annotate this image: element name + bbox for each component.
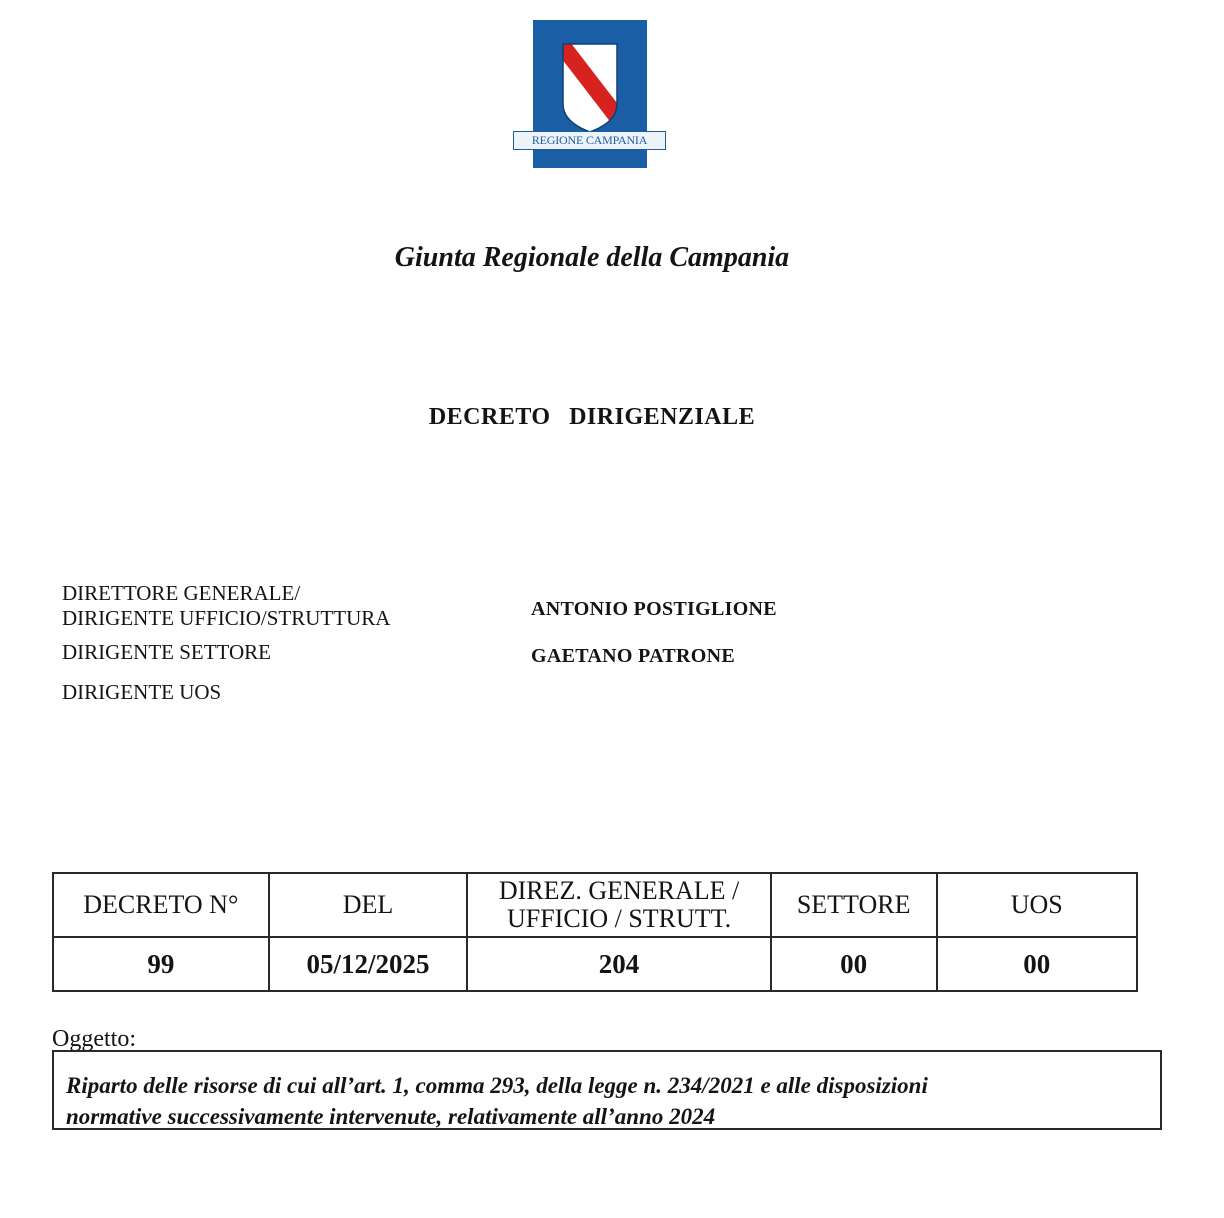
header-direzione-line2: UFFICIO / STRUTT. <box>506 904 732 933</box>
logo-caption: REGIONE CAMPANIA <box>513 131 666 150</box>
table-header-row <box>53 873 1137 937</box>
direttore-label-line2: DIRIGENTE UFFICIO/STRUTTURA <box>62 606 391 630</box>
header-settore: SETTORE <box>771 873 937 937</box>
oggetto-text-line2: normative successivamente intervenute, relativamente all’anno 2024 <box>66 1104 716 1129</box>
header-direzione <box>467 873 770 937</box>
document-type-title: DECRETO DIRIGENZIALE <box>428 404 756 430</box>
settore-name: GAETANO PATRONE <box>531 645 735 667</box>
direzione-value: 204 <box>467 937 770 991</box>
oggetto-box <box>52 1050 1162 1130</box>
header-uos: UOS <box>937 873 1137 937</box>
table-row <box>53 937 1137 991</box>
header-direzione-line1: DIREZ. GENERALE / <box>498 876 740 905</box>
decreto-date-value: 05/12/2025 <box>269 937 468 991</box>
oggetto-text-line1: Riparto delle risorse di cui all’art. 1, comma 293, della legge n. 234/2021 e alle disposizioni <box>66 1073 928 1098</box>
decreto-numero-value: 99 <box>53 937 269 991</box>
direttore-name: ANTONIO POSTIGLIONE <box>531 598 777 620</box>
uos-label: DIRIGENTE UOS <box>62 680 222 704</box>
decree-info-table <box>52 872 1138 992</box>
settore-label: DIRIGENTE SETTORE <box>62 640 272 664</box>
institution-title: Giunta Regionale della Campania <box>394 242 790 273</box>
header-decreto-numero: DECRETO N° <box>53 873 269 937</box>
oggetto-label: Oggetto: <box>52 1026 136 1052</box>
settore-value: 00 <box>771 937 937 991</box>
header-del: DEL <box>269 873 468 937</box>
direttore-label-line1: DIRETTORE GENERALE/ <box>62 581 301 605</box>
uos-value: 00 <box>937 937 1137 991</box>
